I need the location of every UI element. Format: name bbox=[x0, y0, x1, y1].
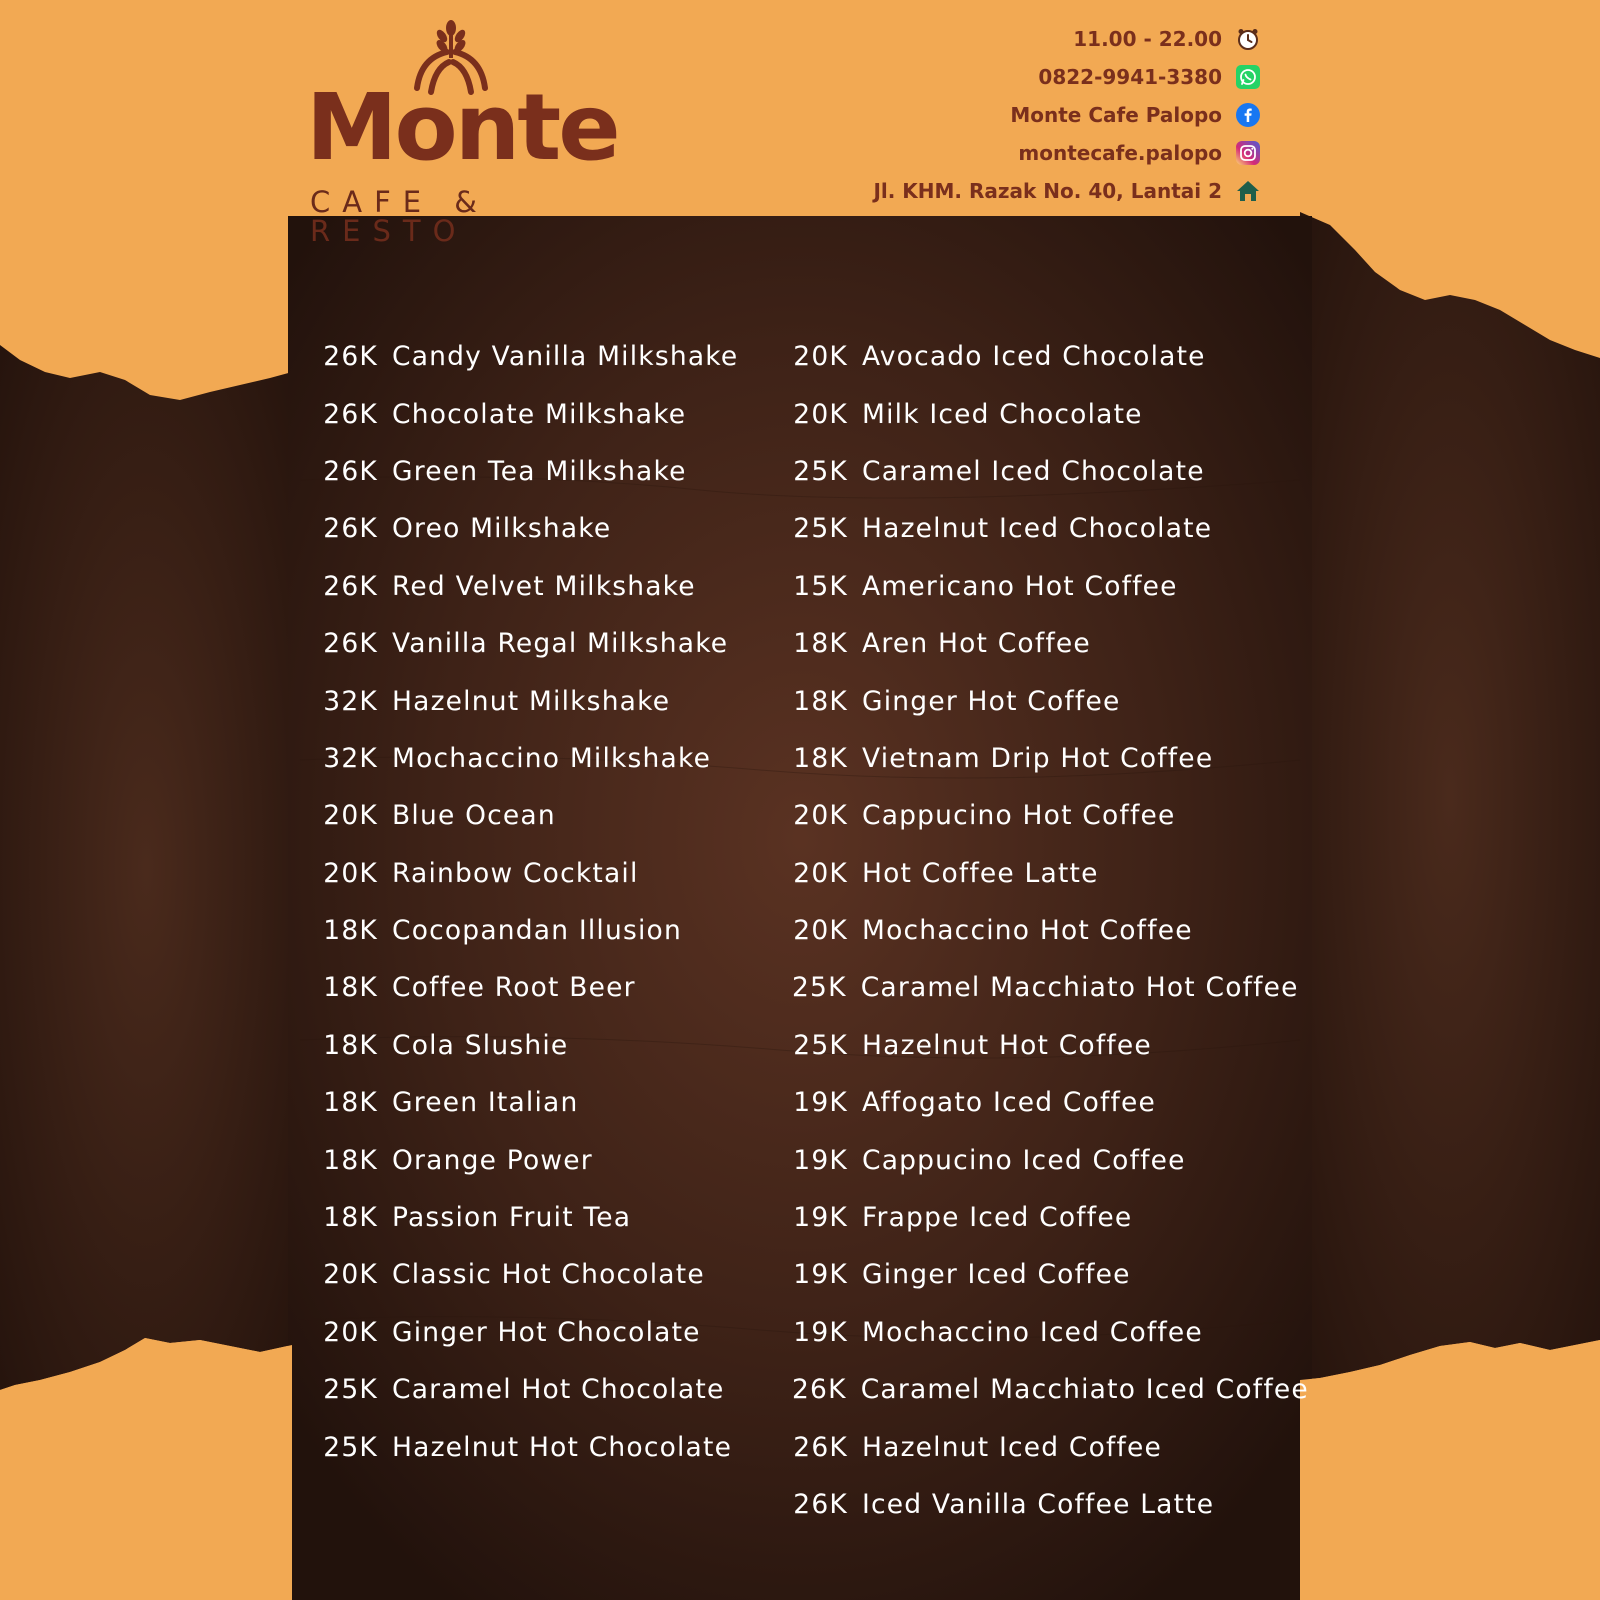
menu-item-name: Green Italian bbox=[392, 1087, 579, 1119]
menu-item-price: 19K bbox=[793, 1202, 848, 1234]
contact-facebook-text: Monte Cafe Palopo bbox=[1010, 103, 1222, 127]
menu-column-left bbox=[322, 328, 762, 1476]
menu-item-price: 26K bbox=[323, 628, 378, 660]
contact-instagram[interactable] bbox=[700, 134, 1260, 172]
menu-item-price: 26K bbox=[792, 1374, 847, 1406]
menu-item-price: 18K bbox=[323, 1202, 378, 1234]
menu-item-name: Ginger Hot Chocolate bbox=[392, 1316, 701, 1348]
menu-item bbox=[792, 1361, 1309, 1418]
menu-item-price: 26K bbox=[793, 1431, 848, 1463]
menu-item-name: Ginger Iced Coffee bbox=[862, 1259, 1131, 1291]
contact-hours bbox=[700, 20, 1260, 58]
menu-item bbox=[792, 385, 1292, 442]
menu-item-name: Cola Slushie bbox=[392, 1029, 569, 1061]
menu-item bbox=[322, 328, 762, 385]
menu-item bbox=[322, 1189, 762, 1246]
whatsapp-icon bbox=[1236, 65, 1260, 89]
menu-item-name: Americano Hot Coffee bbox=[862, 570, 1178, 602]
menu-item-name: Milk Iced Chocolate bbox=[862, 398, 1143, 430]
menu-item-price: 20K bbox=[793, 341, 848, 373]
menu-item-price: 18K bbox=[323, 1144, 378, 1176]
menu-item bbox=[322, 615, 762, 672]
menu-item-price: 20K bbox=[323, 857, 378, 889]
menu-item-name: Caramel Macchiato Hot Coffee bbox=[860, 972, 1299, 1004]
menu-item bbox=[322, 672, 762, 729]
menu-item-price: 32K bbox=[323, 685, 378, 717]
menu-item-name: Cocopandan Illusion bbox=[392, 915, 682, 947]
contact-address bbox=[700, 172, 1260, 210]
menu-item-price: 20K bbox=[793, 398, 848, 430]
menu-item-name: Red Velvet Milkshake bbox=[392, 570, 696, 602]
menu-item-name: Vanilla Regal Milkshake bbox=[392, 628, 729, 660]
menu-item bbox=[792, 1189, 1292, 1246]
menu-item-price: 18K bbox=[323, 1087, 378, 1119]
menu-item-name: Cappucino Hot Coffee bbox=[862, 800, 1176, 832]
menu-item bbox=[792, 730, 1292, 787]
menu-item-price: 20K bbox=[323, 1316, 378, 1348]
menu-item-name: Hot Coffee Latte bbox=[862, 857, 1099, 889]
menu-item-name: Hazelnut Milkshake bbox=[392, 685, 671, 717]
menu-item bbox=[792, 615, 1292, 672]
menu-item bbox=[792, 558, 1292, 615]
menu-item-price: 26K bbox=[793, 1489, 848, 1520]
menu-item bbox=[792, 1304, 1292, 1361]
menu-item bbox=[792, 787, 1292, 844]
menu-item bbox=[322, 385, 762, 442]
instagram-icon bbox=[1236, 141, 1260, 165]
right-torn-strip bbox=[1300, 212, 1600, 1380]
menu-item-price: 20K bbox=[323, 800, 378, 832]
menu-item-price: 25K bbox=[792, 972, 847, 1004]
menu-item-name: Caramel Iced Chocolate bbox=[862, 455, 1205, 487]
menu-item-name: Mochaccino Iced Coffee bbox=[862, 1316, 1203, 1348]
menu-item-name: Mochaccino Milkshake bbox=[392, 742, 712, 774]
menu-item-price: 19K bbox=[793, 1316, 848, 1348]
menu-item-price: 20K bbox=[793, 800, 848, 832]
menu-item bbox=[322, 1074, 762, 1131]
menu-item bbox=[792, 1074, 1292, 1131]
menu-item-price: 26K bbox=[323, 341, 378, 373]
menu-item bbox=[792, 672, 1292, 729]
contact-phone[interactable] bbox=[700, 58, 1260, 96]
clock-icon bbox=[1236, 27, 1260, 51]
menu-item-price: 25K bbox=[323, 1374, 378, 1406]
menu-item bbox=[322, 1361, 762, 1418]
menu-item bbox=[322, 845, 762, 902]
contact-phone-text: 0822-9941-3380 bbox=[1038, 65, 1222, 89]
menu-item-name: Coffee Root Beer bbox=[392, 972, 636, 1004]
menu-item-price: 18K bbox=[793, 628, 848, 660]
menu-item-price: 18K bbox=[323, 1029, 378, 1061]
menu-item bbox=[322, 902, 762, 959]
menu-item-price: 32K bbox=[323, 742, 378, 774]
menu-column-right bbox=[792, 328, 1309, 1533]
brand-logo bbox=[306, 18, 618, 248]
menu-item-price: 18K bbox=[793, 742, 848, 774]
menu-item bbox=[322, 1304, 762, 1361]
menu-item-price: 20K bbox=[323, 1259, 378, 1291]
menu-item bbox=[792, 1017, 1292, 1074]
menu-item-name: Candy Vanilla Milkshake bbox=[392, 341, 739, 373]
menu-item bbox=[322, 1418, 762, 1475]
contact-address-text: Jl. KHM. Razak No. 40, Lantai 2 bbox=[873, 179, 1222, 203]
facebook-icon bbox=[1236, 103, 1260, 127]
menu-item bbox=[792, 959, 1299, 1016]
menu-item-price: 26K bbox=[323, 570, 378, 602]
menu-item-name: Affogato Iced Coffee bbox=[862, 1087, 1157, 1119]
contact-hours-text: 11.00 - 22.00 bbox=[1073, 27, 1222, 51]
left-torn-strip bbox=[0, 345, 292, 1390]
menu-item bbox=[322, 787, 762, 844]
menu-item-name: Hazelnut Iced Coffee bbox=[862, 1431, 1163, 1463]
menu-item bbox=[792, 443, 1292, 500]
menu-item-price: 15K bbox=[793, 570, 848, 602]
menu-item-name: Cappucino Iced Coffee bbox=[862, 1144, 1186, 1176]
menu-item-price: 18K bbox=[323, 972, 378, 1004]
menu-item bbox=[322, 1246, 762, 1303]
menu-item-name: Hazelnut Iced Chocolate bbox=[862, 513, 1213, 545]
brand-tagline: CAFE & RESTO bbox=[310, 185, 489, 248]
menu-item-name: Passion Fruit Tea bbox=[392, 1202, 632, 1234]
menu-item bbox=[792, 500, 1292, 557]
menu-item-name: Ginger Hot Coffee bbox=[862, 685, 1121, 717]
menu-item-name: Aren Hot Coffee bbox=[862, 628, 1091, 660]
menu-item bbox=[322, 558, 762, 615]
menu-item-name: Mochaccino Hot Coffee bbox=[862, 915, 1193, 947]
menu-item bbox=[792, 1418, 1292, 1475]
menu-item-name: Vietnam Drip Hot Coffee bbox=[862, 742, 1214, 774]
home-icon bbox=[1236, 179, 1260, 203]
menu-item-name: Green Tea Milkshake bbox=[392, 455, 687, 487]
menu-item-price: 18K bbox=[323, 915, 378, 947]
menu-item-price: 19K bbox=[793, 1087, 848, 1119]
menu-item-price: 19K bbox=[793, 1259, 848, 1291]
contact-instagram-text: montecafe.palopo bbox=[1018, 141, 1222, 165]
menu-item bbox=[792, 1476, 1292, 1533]
menu-item bbox=[322, 1131, 762, 1188]
menu-item bbox=[792, 1246, 1292, 1303]
menu-item-name: Chocolate Milkshake bbox=[392, 398, 687, 430]
menu-item-name: Frappe Iced Coffee bbox=[862, 1202, 1133, 1234]
menu-item-name: Caramel Hot Chocolate bbox=[392, 1374, 725, 1406]
menu-item-name: Hazelnut Hot Chocolate bbox=[392, 1431, 733, 1463]
menu-item-name: Avocado Iced Chocolate bbox=[862, 341, 1206, 373]
menu-item-name: Caramel Macchiato Iced Coffee bbox=[860, 1374, 1309, 1406]
menu-item-price: 26K bbox=[323, 455, 378, 487]
menu-item-price: 19K bbox=[793, 1144, 848, 1176]
menu-item bbox=[792, 845, 1292, 902]
menu-item-price: 25K bbox=[793, 513, 848, 545]
menu-item bbox=[792, 902, 1292, 959]
menu-item bbox=[322, 500, 762, 557]
contact-facebook[interactable] bbox=[700, 96, 1260, 134]
menu-item-name: Hazelnut Hot Coffee bbox=[862, 1029, 1152, 1061]
menu-item-name: Oreo Milkshake bbox=[392, 513, 612, 545]
menu-item bbox=[322, 443, 762, 500]
menu-item-name: Iced Vanilla Coffee Latte bbox=[862, 1489, 1215, 1520]
menu-item bbox=[322, 730, 762, 787]
menu-item-price: 25K bbox=[793, 455, 848, 487]
menu-item-name: Blue Ocean bbox=[392, 800, 556, 832]
menu-item bbox=[322, 1017, 762, 1074]
menu-item bbox=[322, 959, 762, 1016]
menu-item-price: 26K bbox=[323, 398, 378, 430]
menu-item-price: 26K bbox=[323, 513, 378, 545]
menu-item-price: 20K bbox=[793, 915, 848, 947]
menu-item-name: Orange Power bbox=[392, 1144, 593, 1176]
menu-item-price: 20K bbox=[793, 857, 848, 889]
menu-item bbox=[792, 328, 1292, 385]
menu-item-price: 25K bbox=[793, 1029, 848, 1061]
brand-name: Monte bbox=[306, 74, 618, 181]
menu-item-name: Rainbow Cocktail bbox=[392, 857, 639, 889]
contact-info bbox=[700, 20, 1260, 210]
menu-item bbox=[792, 1131, 1292, 1188]
menu-item-price: 25K bbox=[323, 1431, 378, 1463]
menu-item-name: Classic Hot Chocolate bbox=[392, 1259, 705, 1291]
menu-item-price: 18K bbox=[793, 685, 848, 717]
